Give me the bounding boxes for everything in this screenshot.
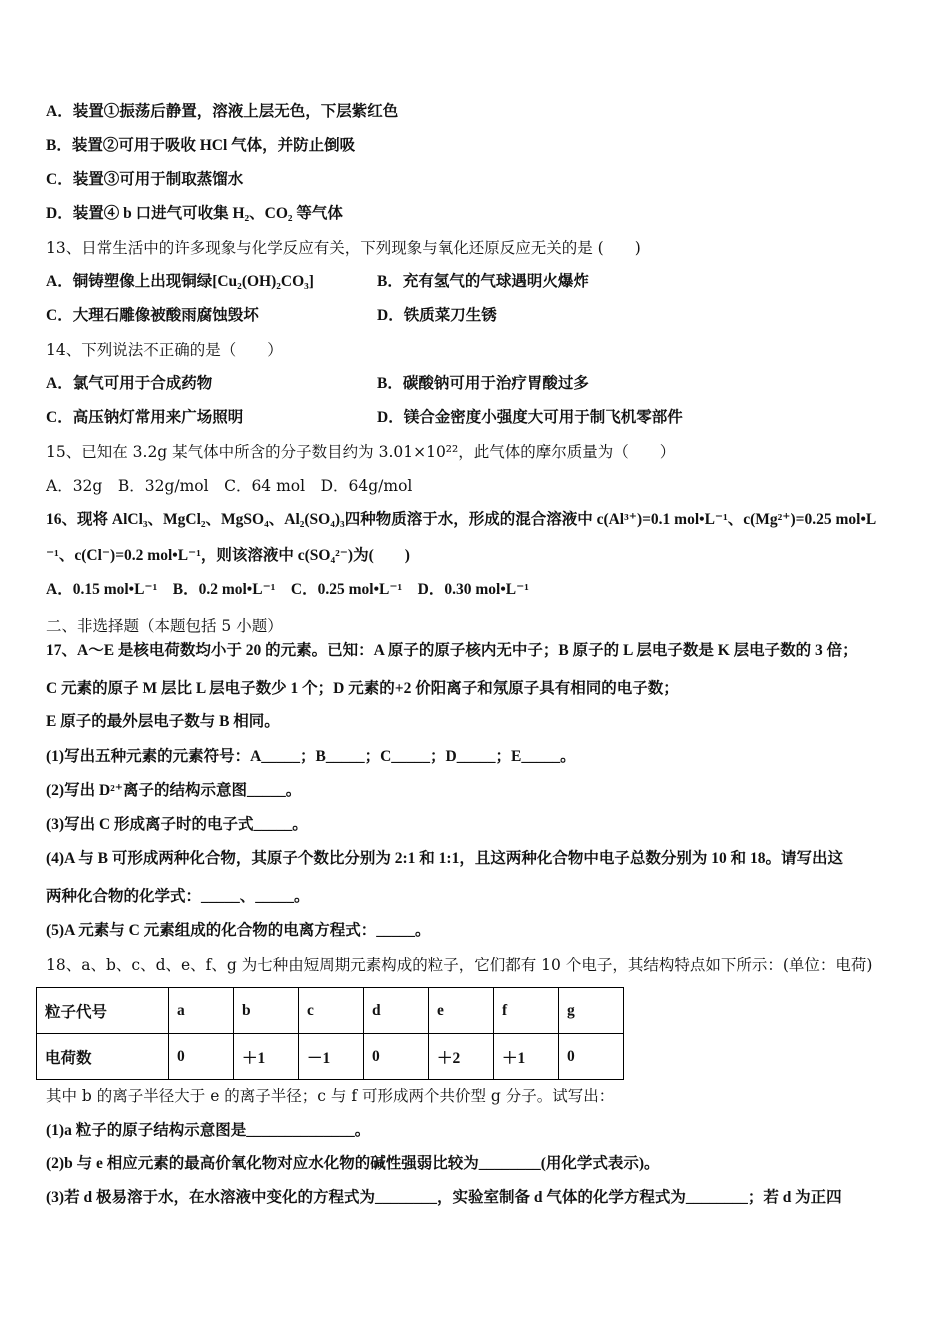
text-line: A．铜铸塑像上出现铜绿[Cu₂(OH)₂CO₃]	[46, 273, 314, 290]
text-line: (1)a 粒子的原子结构示意图是______________。	[46, 1122, 371, 1139]
text-line: 17、A～E 是核电荷数均小于 20 的元素。已知：A 原子的原子核内无中子；B 原子的 L 层电子数是 K 层电子数的 3 倍；	[46, 642, 858, 659]
text-line: 15、已知在 3.2g 某气体中所含的分子数目约为 3.01×10²²，此气体的摩尔质量为（ ）	[46, 443, 676, 461]
table-cell: b	[234, 988, 299, 1034]
text-line: D．装置④ b 口进气可收集 H₂、CO₂ 等气体	[46, 205, 343, 222]
text-line: A．氯气可用于合成药物	[46, 375, 213, 392]
table-cell: ＋1	[494, 1034, 559, 1080]
text-line: (3)写出 C 形成离子时的电子式_____。	[46, 816, 308, 833]
text-line: A．装置①振荡后静置，溶液上层无色，下层紫红色	[46, 103, 399, 120]
table-cell: g	[559, 988, 624, 1034]
text-line: (2)b 与 e 相应元素的最高价氧化物对应水化物的碱性强弱比较为________(用化学式表示)。	[46, 1155, 660, 1172]
table-row	[37, 1034, 624, 1080]
text-line: D．镁合金密度小强度大可用于制飞机零部件	[377, 409, 683, 426]
table-cell: －1	[299, 1034, 364, 1080]
text-line: C．装置③可用于制取蒸馏水	[46, 171, 244, 188]
text-line: B．碳酸钠可用于治疗胃酸过多	[377, 375, 589, 392]
text-line: 18、a、b、c、d、e、f、g 为七种由短周期元素构成的粒子，它们都有 10 个电子，其结构特点如下所示：(单位：电荷)	[46, 956, 873, 974]
text-line: 其中 b 的离子半径大于 e 的离子半径；c 与 f 可形成两个共价型 g 分子。试写出：	[46, 1087, 615, 1105]
table-cell: a	[169, 988, 234, 1034]
table-cell: 粒子代号	[37, 988, 169, 1034]
table-cell: e	[429, 988, 494, 1034]
text-line: 二、非选择题（本题包括 5 小题）	[46, 617, 283, 635]
text-line: 14、下列说法不正确的是（ ）	[46, 341, 283, 359]
table-cell: 电荷数	[37, 1034, 169, 1080]
table-cell: ＋1	[234, 1034, 299, 1080]
text-line: B．充有氢气的气球遇明火爆炸	[377, 273, 589, 290]
table-cell: c	[299, 988, 364, 1034]
table-cell: 0	[559, 1034, 624, 1080]
text-line: B．装置②可用于吸收 HCl 气体，并防止倒吸	[46, 137, 356, 154]
table-cell: 0	[364, 1034, 429, 1080]
table-cell: d	[364, 988, 429, 1034]
text-line: 13、日常生活中的许多现象与化学反应有关，下列现象与氧化还原反应无关的是 ( )	[46, 239, 641, 257]
text-line: 16、现将 AlCl₃、MgCl₂、MgSO₄、Al₂(SO₄)₃四种物质溶于水，形成的混合溶液中 c(Al³⁺)=0.1 mol•L⁻¹、c(Mg²⁺)=0.25 mol•L	[46, 511, 877, 528]
text-line: (3)若 d 极易溶于水，在水溶液中变化的方程式为________，实验室制备 d 气体的化学方程式为________；若 d 为正四	[46, 1189, 842, 1206]
text-line: (4)A 与 B 可形成两种化合物，其原子个数比分别为 2:1 和 1:1，且这两种化合物中电子总数分别为 10 和 18。请写出这	[46, 850, 843, 867]
text-line: C．高压钠灯常用来广场照明	[46, 409, 244, 426]
particle-table	[36, 987, 624, 1080]
text-line: C 元素的原子 M 层比 L 层电子数少 1 个；D 元素的+2 价阳离子和氖原子具有相同的电子数；	[46, 680, 679, 697]
text-line: D．铁质菜刀生锈	[377, 307, 497, 324]
text-line: (1)写出五种元素的元素符号：A_____；B_____；C_____；D_____；E_____。	[46, 748, 576, 765]
text-line: A．32g B．32g/mol C．64 mol D．64g/mol	[46, 477, 413, 495]
table-cell: f	[494, 988, 559, 1034]
text-line: A．0.15 mol•L⁻¹ B．0.2 mol•L⁻¹ C．0.25 mol•L⁻¹ D．0.30 mol•L⁻¹	[46, 581, 529, 598]
text-line: (5)A 元素与 C 元素组成的化合物的电离方程式：_____。	[46, 922, 431, 939]
table-cell: ＋2	[429, 1034, 494, 1080]
table-header-row	[37, 988, 624, 1034]
text-line: E 原子的最外层电子数与 B 相同。	[46, 713, 280, 730]
table-cell: 0	[169, 1034, 234, 1080]
text-line: 两种化合物的化学式：_____、_____。	[46, 888, 310, 905]
text-line: (2)写出 D²⁺离子的结构示意图_____。	[46, 782, 302, 799]
text-line: C．大理石雕像被酸雨腐蚀毁坏	[46, 307, 259, 324]
text-line: ⁻¹、c(Cl⁻)=0.2 mol•L⁻¹，则该溶液中 c(SO₄²⁻)为( )	[46, 547, 410, 564]
